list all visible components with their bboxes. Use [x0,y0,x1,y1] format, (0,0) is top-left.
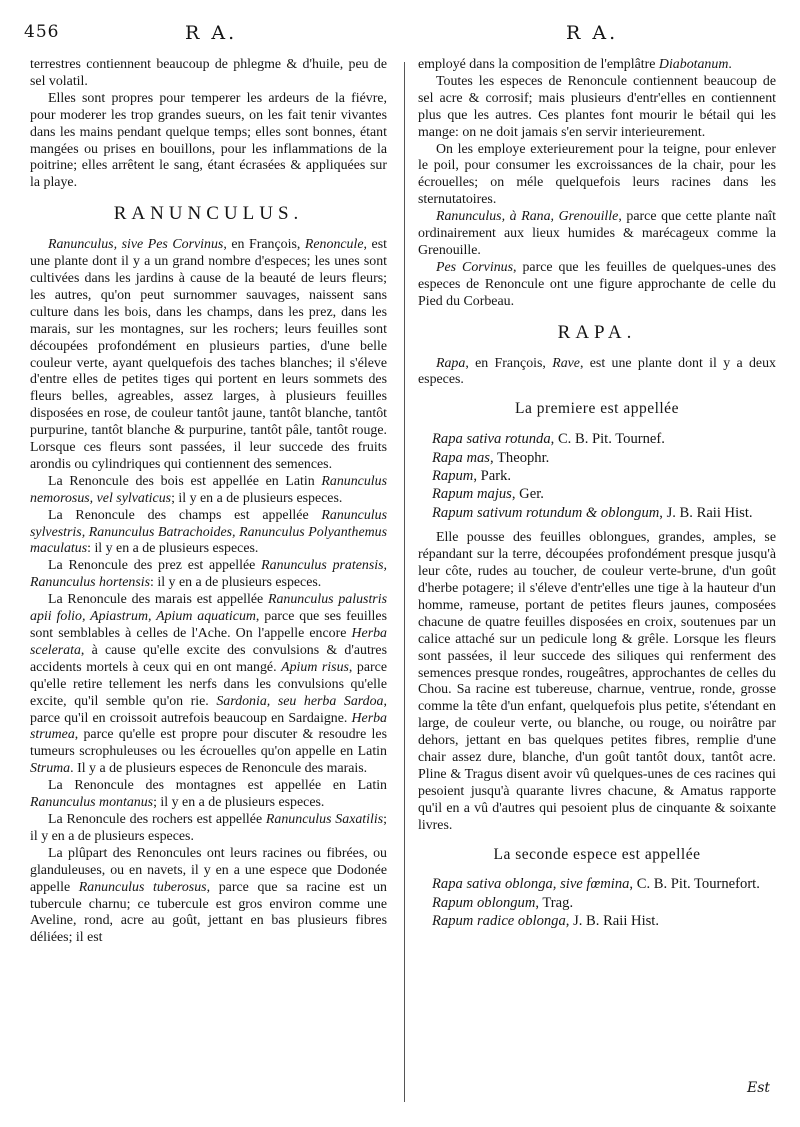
paragraph: La Renoncule des marais est appellée Ranunculus palustris apii folio, Apiastrum, Apium aquaticum, parce que ses feuilles sont semblables à celles de l'Ache. On l'appelle encore Herba scelerata, à cause qu'elle excite des convulsions & d'autres accidents mortels à ceux qui en ont mangé. Apium risus, parce qu'elle retire tellement les nerfs dans les convulsions qu'elle excite, qu'il semble qu'on rie. Sardonia, seu herba Sardoa, parce qu'il en croissoit autrefois beaucoup en Sardaigne. Herba strumea, parce qu'elle est propre pour discuter & resoudre les tumeurs scrophuleuses ou les écrouelles qu'on appelle en Latin Struma. Il y a de plusieurs especes de Renoncule des marais. [30,592,387,777]
paragraph: employé dans la composition de l'emplâtre Diabotanum. [418,57,732,72]
left-column [30,57,387,947]
synonym-line: Rapum sativum rotundum & oblongum, J. B. Raii Hist. [432,504,753,521]
paragraph: Rapa, en François, Rave, est une plante dont il y a deux especes. [418,355,776,388]
column-divider [404,62,405,1102]
paragraph: La Renoncule des champs est appellée Ranunculus sylvestris, Ranunculus Batrachoides, Ranunculus Polyanthemus maculatus: il y en a de plusieurs especes. [30,507,387,557]
synonym-list-second [418,875,776,930]
paragraph: La Renoncule des prez est appellée Ranunculus pratensis, Ranunculus hortensis: il y en a de plusieurs especes. [30,558,387,591]
paragraph: Pes Corvinus, parce que les feuilles de quelques-unes des especes de Renoncule ont une figure approchante de celle du Pied du Corbeau. [418,259,777,309]
subheading-first-species: La premiere est appellée [515,400,679,418]
paragraph: terrestres contiennent beaucoup de phlegme & d'huile, peu de sel volatil. [30,57,387,89]
page-number: 456 [24,22,60,42]
subheading-second-species: La seconde espece est appellée [493,845,701,863]
catchword: Est [746,1080,770,1096]
synonym-line: Rapa sativa rotunda, C. B. Pit. Tournef. [432,431,665,448]
paragraph: Ranunculus, sive Pes Corvinus, en François, Renoncule, est une plante dont il y a un grand nombre d'especes; les unes sont cultivées dans les jardins à cause de la beauté de leurs fleurs; les autres, qu'on peut surnommer sauvages, naissent sans culture dans les bois, dans les champs, dans les prez, dans les marais, sur les montagnes, sur les rochers; leurs feuilles sont découpées profondément en plusieurs parties, d'une belle couleur verte, ayant quelquefois des taches blanches; il s'éleve d'entre elles de petites tiges qui portent en leurs sommets des fleurs belles, agreables, assez larges, à plusieurs feuilles disposées en rose, de couleur tantôt jaune, tantôt blanche, tantôt purpurine, tantôt blanche & purpurine, tantôt pâle, tantôt rouge. Lorsque ces fleurs sont passées, il leur succede des fruits arondis ou cylindriques qui contiennent des semences. [30,237,387,472]
synonym-line: Rapa mas, Theophr. [432,449,550,466]
running-head-left: R A. [185,22,238,44]
synonym-line: Rapa sativa oblonga, sive fœmina, C. B. Pit. Tournefort. [432,876,760,893]
synonym-line: Rapum, Park. [432,468,512,485]
entry-title-ranunculus: RANUNCULUS. [113,203,304,225]
entry-title-rapa: RAPA. [557,321,637,343]
synonym-line: Rapum radice oblonga, J. B. Raii Hist. [432,913,660,930]
synonym-list-first [418,430,776,522]
paragraph: La Renoncule des montagnes est appellée en Latin Ranunculus montanus; il y en a de plusieurs especes. [30,778,387,811]
running-head-right: R A. [566,22,619,44]
synonym-line: Rapum majus, Ger. [432,486,544,503]
paragraph: On les employe exterieurement pour la teigne, pour enlever le poil, pour consumer les excroissances de la chair, pour les écrouelles; on méle quelquefois leurs racines dans les sternutatoires. [418,141,776,208]
paragraph: La plûpart des Renoncules ont leurs racines ou fibrées, ou glanduleuses, ou en navets, il y en a une espece que Dodonée appelle Ranunculus tuberosus, parce que sa racine est un tubercule charnu; ce tubercule est gros environ comme une Aveline, rond, acre au goût, jettant en bas plusieurs fibres déliées; il est [30,845,388,946]
paragraph: Toutes les especes de Renoncule contiennent beaucoup de sel acre & corrosif; mais plusieurs d'entr'elles en contiennent plus que les autres. Ces plantes font mourir le bétail qui les mange: on ne doit jamais s'en servir interieurement. [418,73,776,140]
paragraph: La Renoncule des bois est appellée en Latin Ranunculus nemorosus, vel sylvaticus; il y en a de plusieurs especes. [30,473,387,506]
paragraph: Elles sont propres pour temperer les ardeurs de la fiévre, pour moderer les trop grandes sueurs, on les fait tenir vivantes dans les mains pendant quelque temps; elles sont bonnes, étant mangées ou prises en bouillons, pour les inflammations de la poitrine; elles arrêtent le sang, étant écrasées & appliquées sur la playe. [30,90,387,191]
right-column [418,57,776,939]
synonym-line: Rapum oblongum, Trag. [432,894,574,911]
paragraph: La Renoncule des rochers est appellée Ranunculus Saxatilis; il y en a de plusieurs especes. [30,811,388,844]
paragraph: Ranunculus, à Rana, Grenouille, parce que cette plante naît ordinairement aux lieux humides & marécageux comme la Grenouille. [418,209,776,258]
paragraph: Elle pousse des feuilles oblongues, grandes, amples, se répandant sur la terre, découpées profondément presque jusqu'à leur côte, rudes au toucher, de couleur verte-brune, d'un goût d'herbe potagere; il s'éleve d'entr'elles une tige à la hauteur d'un homme, rameuse, portant de petites fleurs jaunes, composées chacune de quatre feuilles disposées en croix, soutenues par un calice attaché sur un pedicule long & grêle. Lorsque les fleurs sont passées, il leur succede des siliques qui renferment des semences presque rondes, rougeâtres, approchantes de celles du Chou. Sa racine est tubereuse, charnue, ventrue, ronde, grosse comme la tête d'un enfant, quelquefois plus petite, s'étendant en large, de couleur verte, ou blanche, ou rouge, ou noirâtre par dehors, jettant en bas quelques petites fibres, remplie d'une chair assez dure, blanche, d'un goût tantôt doux, tantôt acre. Pline & Tragus disent avoir vû quelques-unes de ces racines qui pesoient jusqu'à quarante livres chacune, & Amatus rapporte qu'il en a vû d'autres qui pesoient plus de cinquante & soixante livres. [418,530,776,833]
